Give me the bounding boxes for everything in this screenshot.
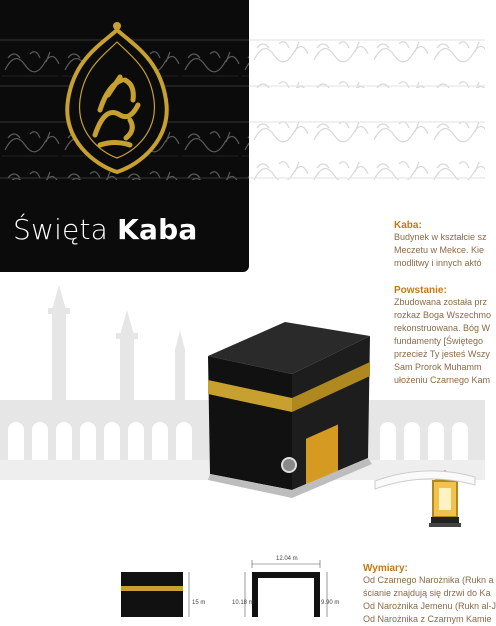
section-line: modlitwy i innych aktó: [394, 258, 482, 268]
section-heading-kaba: Kaba:: [394, 220, 422, 231]
section-line: Sam Prorok Muhamm: [394, 362, 482, 372]
section-wymiary: [363, 563, 496, 624]
section-line: fundamenty [Świętego: [394, 336, 484, 346]
section-line: Zbudowana została prz: [394, 297, 488, 307]
section-heading-wymiary: Wymiary:: [363, 563, 408, 574]
dimension-width-label: 12.04 m: [276, 556, 298, 562]
section-line: ułożeniu Czarnego Kam: [394, 375, 491, 385]
section-line: rozkaz Boga Wszechmo: [394, 310, 492, 320]
section-line: Budynek w kształcie sz: [394, 232, 487, 242]
page-title: Święta Kaba: [13, 213, 198, 246]
section-line: Meczetu w Mekce. Kie: [394, 245, 485, 255]
dimension-side-right-label: 9.90 m: [321, 600, 340, 606]
section-line: ścianie znajdują się drzwi do Ka: [363, 588, 491, 598]
black-stone-icon: [282, 458, 296, 472]
section-line: rekonstruowana. Bóg W: [394, 323, 491, 333]
elevation-diagram: [115, 568, 210, 617]
section-powstanie: [394, 285, 492, 387]
calligraphy-band-light: [249, 30, 485, 190]
section-line: Od Narożnika Jemenu (Rukn al-J: [363, 601, 496, 611]
text-column: [394, 220, 492, 617]
dimension-side-left-label: 10.18 m: [232, 600, 254, 606]
section-heading-powstanie: Powstanie:: [394, 285, 447, 296]
section-kaba: [394, 220, 485, 270]
section-line: Od Narożnika z Czarnym Kamie: [363, 614, 492, 624]
section-line: przecież Ty jesteś Wszy: [394, 349, 490, 359]
header-panel: [0, 0, 249, 272]
section-line: Od Czarnego Narożnika (Rukn a: [363, 575, 494, 585]
dimension-height-label: 15 m: [192, 600, 206, 606]
